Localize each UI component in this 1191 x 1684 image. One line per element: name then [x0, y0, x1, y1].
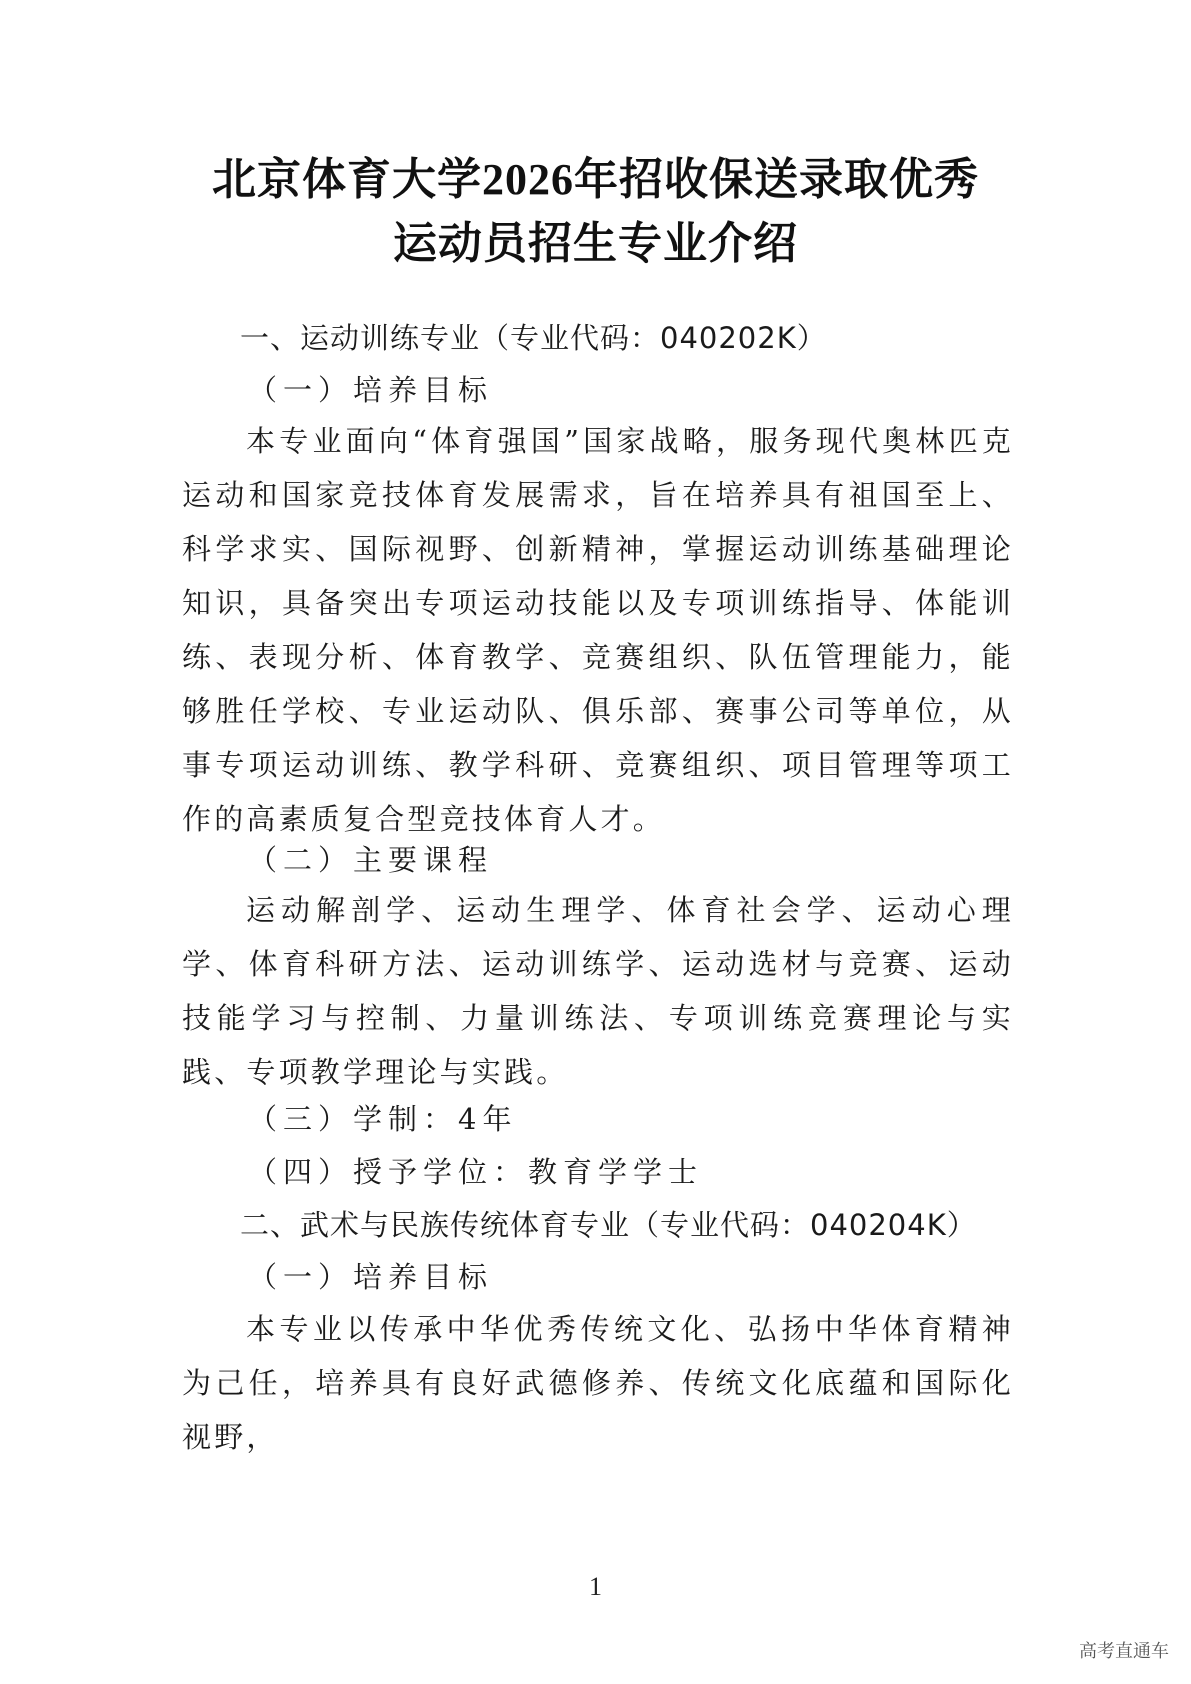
section1-training-goal-heading: （一）培养目标	[248, 373, 494, 407]
document-title-line1: 北京体育大学2026年招收保送录取优秀	[212, 155, 979, 204]
section1-degree-heading: （四）授予学位：教育学学士	[248, 1155, 704, 1189]
section2-heading: 二、武术与民族传统体育专业（专业代码：040204K）	[240, 1208, 977, 1242]
section1-duration-heading: （三）学制：4年	[248, 1102, 518, 1136]
page-number: 1	[589, 1572, 602, 1601]
section2-training-goal-heading: （一）培养目标	[248, 1260, 494, 1294]
section1-courses-text: 运动解剖学、运动生理学、体育社会学、运动心理学、体育科研方法、运动训练学、运动选材与竞赛、运动技能学习与控制、力量训练法、专项训练竞赛理论与实践、专项教学理论与实践。	[182, 893, 1014, 1089]
source-watermark: 高考直通车	[1079, 1641, 1169, 1662]
section1-training-goal-text: 本专业面向“体育强国”国家战略，服务现代奥林匹克运动和国家竞技体育发展需求，旨在培养具有祖国至上、科学求实、国际视野、创新精神，掌握运动训练基础理论知识，具备突出专项运动技能以及专项训练指导、体能训练、表现分析、体育教学、竞赛组织、队伍管理能力，能够胜任学校、专业运动队、俱乐部、赛事公司等单位，从事专项运动训练、教学科研、竞赛组织、项目管理等项工作的高素质复合型竞技体育人才。	[182, 424, 1014, 836]
document-title-line2: 运动员招生专业介绍	[393, 219, 798, 268]
section2-training-goal-text: 本专业以传承中华优秀传统文化、弘扬中华体育精神为己任，培养具有良好武德修养、传统文化底蕴和国际化视野，	[182, 1312, 1014, 1454]
section1-heading: 一、运动训练专业（专业代码：040202K）	[240, 321, 827, 355]
section1-courses-heading: （二）主要课程	[248, 843, 494, 877]
